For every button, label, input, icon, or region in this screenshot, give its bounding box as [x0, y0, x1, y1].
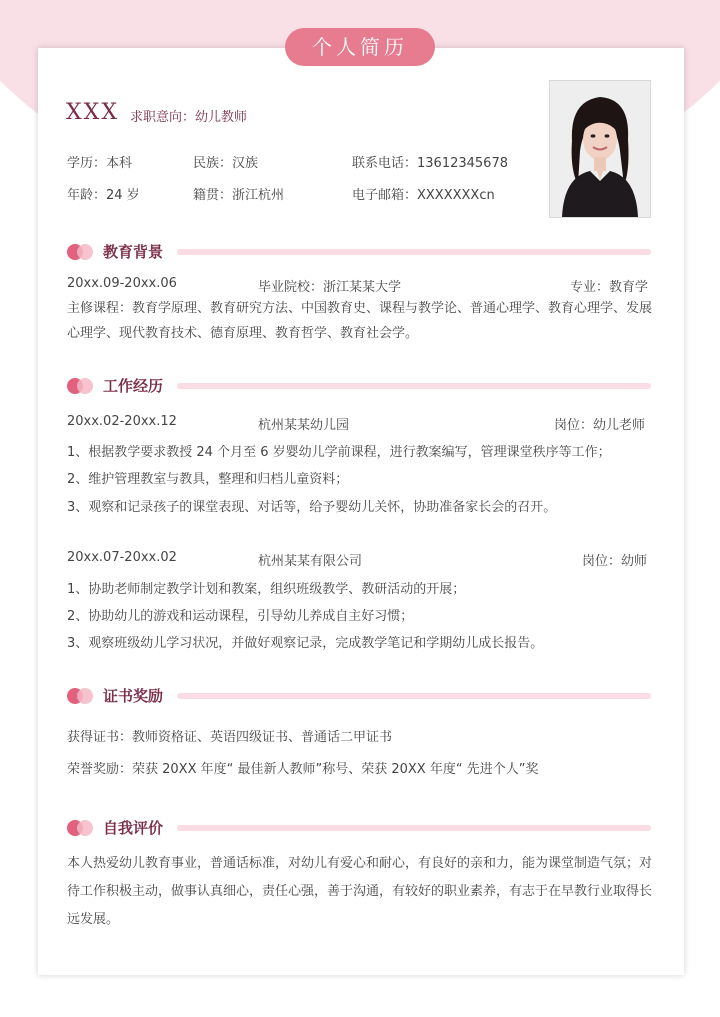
- phone: 联系电话：13612345678: [352, 156, 508, 171]
- job-position: 岗位：幼师: [582, 554, 648, 569]
- job-duty: 1、根据教学要求教授 24 个月至 6 岁婴幼儿学前课程，进行教案编写，管理课堂秩序等工作；: [67, 445, 611, 460]
- ethnicity: 民族：汉族: [193, 156, 259, 171]
- age: 年龄：24 岁: [67, 188, 140, 203]
- section-title: 证书奖励: [103, 687, 164, 705]
- job-duty: 2、维护管理教室与教具，整理和归档儿童资料；: [67, 472, 349, 487]
- section-self-evaluation: [67, 818, 651, 838]
- page-title: 个人简历: [285, 28, 435, 66]
- section-title: 工作经历: [103, 377, 164, 395]
- section-divider: [177, 383, 651, 389]
- education-school: 毕业院校：浙江某某大学: [258, 280, 402, 295]
- section-divider: [177, 825, 651, 831]
- double-circle-icon: [67, 244, 93, 260]
- double-circle-icon: [67, 688, 93, 704]
- job-date: 20xx.07-20xx.02: [67, 550, 177, 565]
- education-date: 20xx.09-20xx.06: [67, 276, 177, 291]
- job-company: 杭州某某有限公司: [258, 554, 363, 569]
- double-circle-icon: [67, 820, 93, 836]
- portrait-photo: [549, 80, 651, 218]
- job-intent: 求职意向：幼儿教师: [130, 110, 248, 125]
- self-evaluation-text: 本人热爱幼儿教育事业，普通话标准，对幼儿有爱心和耐心，有良好的亲和力，能为课堂制造气氛；对待工作积极主动，做事认真细心，责任心强，善于沟通，有较好的职业素养，有志于在早教行业取得长远发展。: [67, 856, 653, 927]
- origin: 籍贯：浙江杭州: [193, 188, 285, 203]
- job-duty: 3、观察班级幼儿学习状况，并做好观察记录，完成教学笔记和学期幼儿成长报告。: [67, 636, 544, 651]
- job-position: 岗位：幼儿老师: [554, 418, 646, 433]
- section-work: [67, 376, 651, 396]
- candidate-name: XXX: [66, 100, 119, 125]
- section-title: 教育背景: [103, 243, 164, 261]
- double-circle-icon: [67, 378, 93, 394]
- job-duty: 3、观察和记录孩子的课堂表现、对话等，给予婴幼儿关怀，协助准备家长会的召开。: [67, 500, 557, 515]
- section-certificates: [67, 686, 651, 706]
- certificates-list: 获得证书：教师资格证、英语四级证书、普通话二甲证书: [67, 730, 393, 745]
- section-divider: [177, 249, 651, 255]
- section-title: 自我评价: [103, 819, 164, 837]
- job-company: 杭州某某幼儿园: [258, 418, 350, 433]
- honors-list: 荣誉奖励：荣获 20XX 年度“ 最佳新人教师”称号、荣获 20XX 年度“ 先进个人”奖: [67, 762, 539, 777]
- education-courses: 主修课程：教育学原理、教育研究方法、中国教育史、课程与教学论、普通心理学、教育心理学、发展心理学、现代教育技术、德育原理、教育哲学、教育社会学。: [67, 301, 653, 341]
- education-major: 专业：教育学: [570, 280, 649, 295]
- portrait-illustration: [550, 81, 650, 217]
- job-duty: 2、协助幼儿的游戏和运动课程，引导幼儿养成自主好习惯；: [67, 609, 414, 624]
- email: 电子邮箱：XXXXXXXcn: [352, 188, 495, 203]
- section-divider: [177, 693, 651, 699]
- section-education: [67, 242, 651, 262]
- education-level: 学历：本科: [67, 156, 133, 171]
- job-date: 20xx.02-20xx.12: [67, 414, 177, 429]
- job-duty: 1、协助老师制定教学计划和教案，组织班级教学、教研活动的开展；: [67, 582, 466, 597]
